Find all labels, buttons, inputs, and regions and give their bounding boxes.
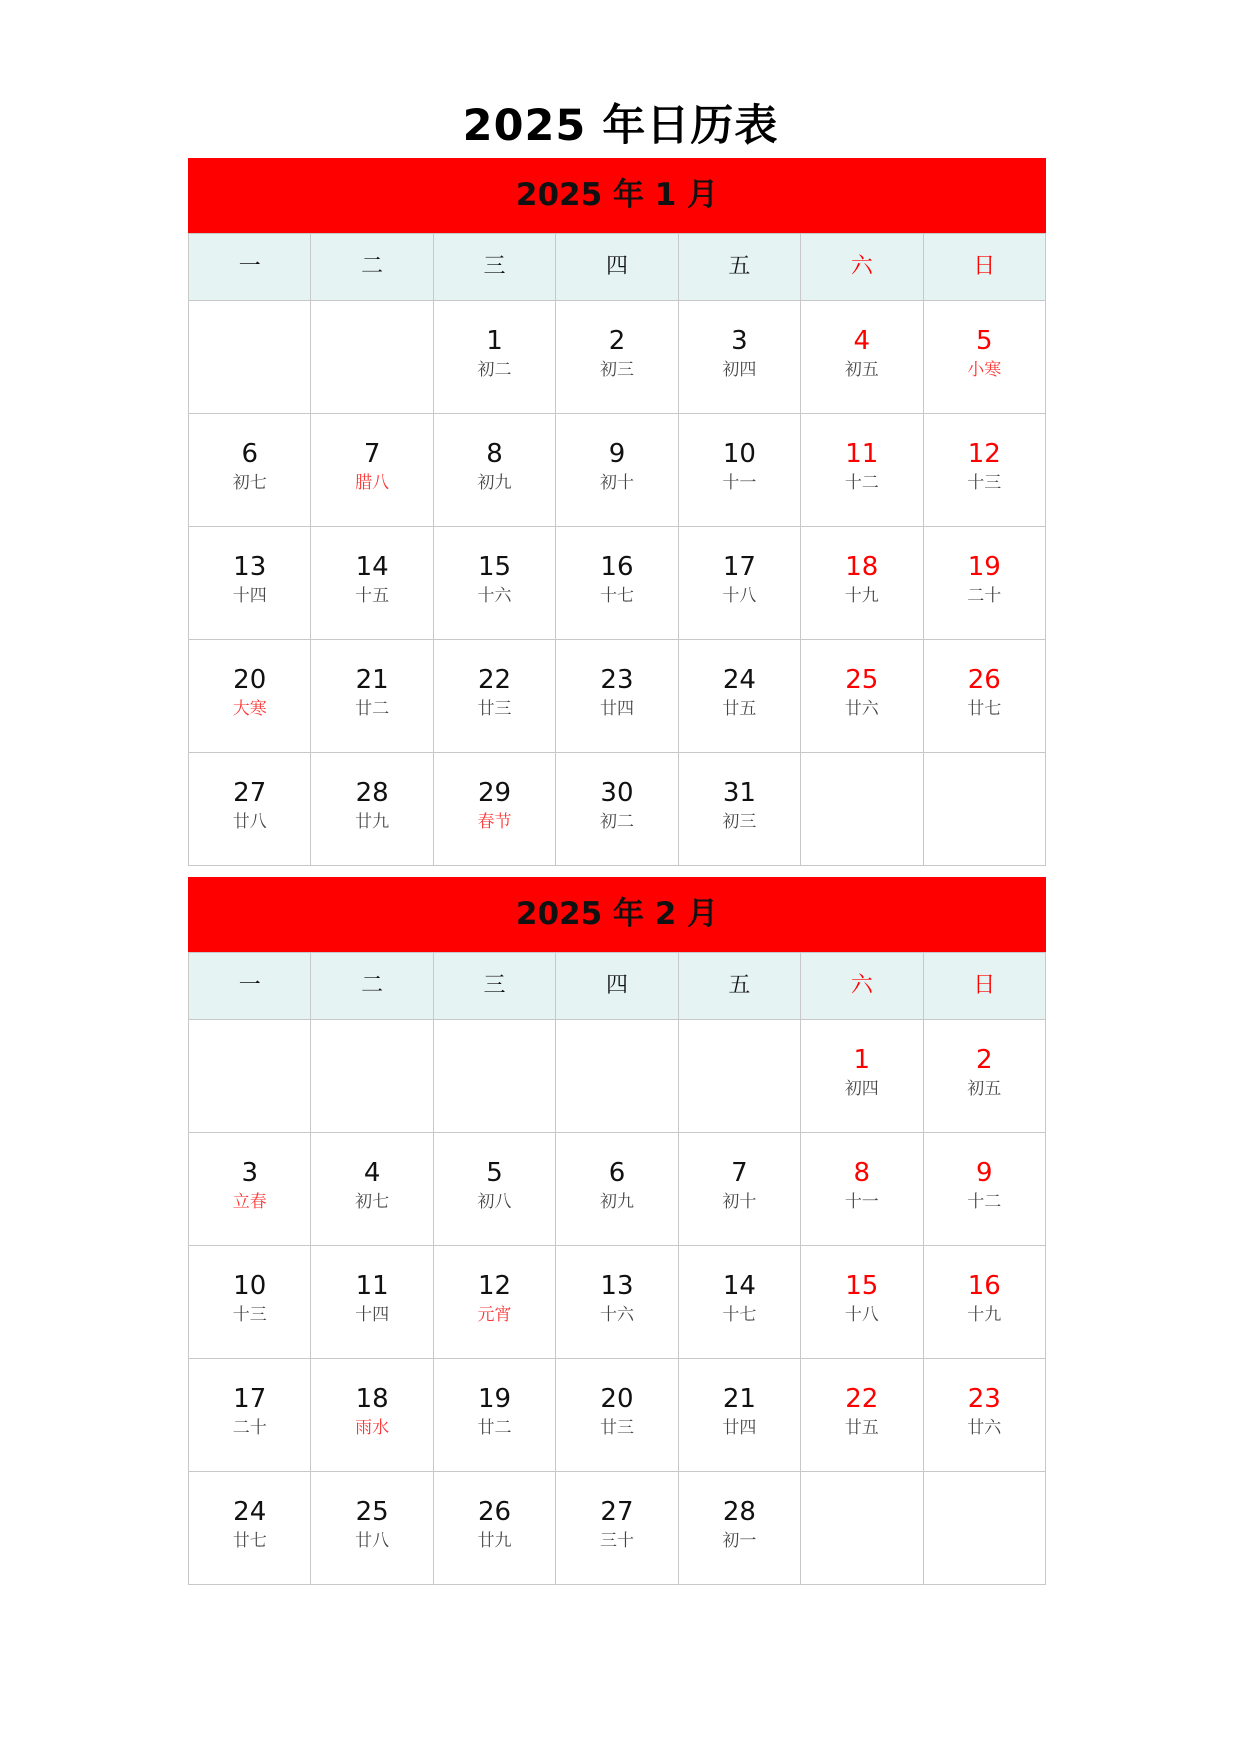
lunar-date: 廿三 xyxy=(599,1418,634,1438)
lunar-date: 廿七 xyxy=(967,699,1002,719)
lunar-date: 三十 xyxy=(599,1531,634,1551)
day-cell xyxy=(556,1472,678,1585)
weeks-body xyxy=(189,301,1046,866)
lunar-date: 廿四 xyxy=(722,1418,757,1438)
day-number: 11 xyxy=(355,1271,389,1301)
day-number: 24 xyxy=(233,1497,267,1527)
day-cell xyxy=(678,1133,800,1246)
lunar-date: 十九 xyxy=(844,586,879,606)
day-number: 13 xyxy=(600,1271,634,1301)
weekday-header: 四 xyxy=(556,953,678,1020)
day-number: 21 xyxy=(722,1384,756,1414)
day-number: 21 xyxy=(355,665,389,695)
day-number: 27 xyxy=(600,1497,634,1527)
lunar-date: 十七 xyxy=(722,1305,757,1325)
day-cell xyxy=(433,301,555,414)
weekday-header: 四 xyxy=(556,234,678,301)
weekday-header: 五 xyxy=(678,234,800,301)
day-number: 16 xyxy=(967,1271,1001,1301)
day-number: 31 xyxy=(722,778,756,808)
lunar-date: 初三 xyxy=(599,360,634,380)
lunar-date: 初八 xyxy=(477,1192,512,1212)
calendar-grid xyxy=(188,233,1046,866)
day-cell xyxy=(801,527,923,640)
day-cell xyxy=(311,1359,433,1472)
day-cell xyxy=(556,753,678,866)
day-cell xyxy=(311,753,433,866)
lunar-date: 初九 xyxy=(477,473,512,493)
day-number: 22 xyxy=(845,1384,879,1414)
day-cell xyxy=(556,527,678,640)
month-calendar-january xyxy=(188,158,1046,866)
lunar-date: 十一 xyxy=(844,1192,879,1212)
empty-day-cell xyxy=(433,1020,555,1133)
day-cell xyxy=(311,1246,433,1359)
lunar-date: 十九 xyxy=(967,1305,1002,1325)
weekday-header: 日 xyxy=(923,234,1045,301)
lunar-date: 十二 xyxy=(967,1192,1002,1212)
day-number: 20 xyxy=(600,1384,634,1414)
lunar-date: 十三 xyxy=(967,473,1002,493)
day-cell xyxy=(801,1359,923,1472)
week-row xyxy=(189,1246,1046,1359)
day-cell xyxy=(433,414,555,527)
lunar-date: 廿五 xyxy=(722,699,757,719)
day-cell xyxy=(923,527,1045,640)
day-cell xyxy=(923,1020,1045,1133)
lunar-date: 初四 xyxy=(844,1079,879,1099)
day-number: 23 xyxy=(600,665,634,695)
day-number: 8 xyxy=(486,439,503,469)
lunar-date: 小寒 xyxy=(967,360,1002,380)
day-number: 1 xyxy=(486,326,503,356)
day-cell xyxy=(556,301,678,414)
day-number: 17 xyxy=(233,1384,267,1414)
month-header: 2025 年 1 月 xyxy=(188,158,1046,233)
day-number: 27 xyxy=(233,778,267,808)
day-cell xyxy=(678,640,800,753)
lunar-date: 初一 xyxy=(722,1531,757,1551)
day-number: 29 xyxy=(478,778,512,808)
day-number: 9 xyxy=(975,1158,993,1188)
weekday-row xyxy=(189,234,1046,301)
lunar-date: 廿九 xyxy=(477,1531,512,1551)
lunar-date: 十八 xyxy=(844,1305,879,1325)
week-row xyxy=(189,1020,1046,1133)
day-cell xyxy=(556,1246,678,1359)
day-cell xyxy=(433,640,555,753)
lunar-date: 廿五 xyxy=(844,1418,879,1438)
day-cell xyxy=(801,1020,923,1133)
day-cell xyxy=(801,1246,923,1359)
day-number: 25 xyxy=(355,1497,389,1527)
day-number: 15 xyxy=(478,552,512,582)
day-number: 28 xyxy=(722,1497,756,1527)
day-number: 23 xyxy=(967,1384,1001,1414)
day-cell xyxy=(311,1133,433,1246)
day-number: 28 xyxy=(355,778,389,808)
day-cell xyxy=(189,1472,311,1585)
day-cell xyxy=(189,753,311,866)
day-number: 12 xyxy=(967,439,1001,469)
lunar-date: 初十 xyxy=(599,473,634,493)
day-number: 10 xyxy=(722,439,756,469)
weekday-header: 一 xyxy=(189,234,311,301)
day-number: 30 xyxy=(600,778,634,808)
lunar-date: 十六 xyxy=(477,586,512,606)
weekday-header: 六 xyxy=(801,953,923,1020)
day-cell xyxy=(433,1359,555,1472)
day-number: 22 xyxy=(478,665,512,695)
lunar-date: 初二 xyxy=(477,360,512,380)
day-cell xyxy=(923,640,1045,753)
day-number: 9 xyxy=(608,439,626,469)
day-number: 14 xyxy=(355,552,389,582)
day-cell xyxy=(801,301,923,414)
week-row xyxy=(189,1359,1046,1472)
lunar-date: 初十 xyxy=(722,1192,757,1212)
weeks-body xyxy=(189,1020,1046,1585)
lunar-date: 十七 xyxy=(599,586,634,606)
month-calendar-february xyxy=(188,877,1046,1585)
lunar-date: 初五 xyxy=(844,360,879,380)
day-cell xyxy=(678,753,800,866)
lunar-date: 初七 xyxy=(232,473,267,493)
day-cell xyxy=(556,640,678,753)
weekday-header: 二 xyxy=(311,234,433,301)
lunar-date: 廿二 xyxy=(477,1418,512,1438)
lunar-date: 廿二 xyxy=(355,699,390,719)
day-number: 2 xyxy=(608,326,626,356)
lunar-date: 廿七 xyxy=(232,1531,267,1551)
lunar-date: 初七 xyxy=(355,1192,390,1212)
lunar-date: 元宵 xyxy=(477,1305,512,1325)
day-number: 7 xyxy=(731,1158,748,1188)
week-row xyxy=(189,527,1046,640)
day-number: 18 xyxy=(355,1384,389,1414)
day-number: 26 xyxy=(478,1497,512,1527)
day-number: 15 xyxy=(845,1271,879,1301)
day-cell xyxy=(678,1246,800,1359)
lunar-date: 十一 xyxy=(722,473,757,493)
day-cell xyxy=(556,1359,678,1472)
day-cell xyxy=(189,640,311,753)
day-number: 14 xyxy=(722,1271,756,1301)
day-cell xyxy=(433,1133,555,1246)
empty-day-cell xyxy=(189,1020,311,1133)
day-cell xyxy=(801,1133,923,1246)
empty-day-cell xyxy=(556,1020,678,1133)
week-row xyxy=(189,301,1046,414)
day-number: 12 xyxy=(478,1271,512,1301)
lunar-date: 廿九 xyxy=(355,812,390,832)
lunar-date: 大寒 xyxy=(232,699,267,719)
day-number: 19 xyxy=(967,552,1001,582)
day-cell xyxy=(678,1472,800,1585)
day-cell xyxy=(678,1359,800,1472)
day-number: 24 xyxy=(722,665,756,695)
day-cell xyxy=(311,1472,433,1585)
empty-day-cell xyxy=(189,301,311,414)
lunar-date: 十四 xyxy=(355,1305,390,1325)
day-number: 8 xyxy=(853,1158,871,1188)
day-number: 5 xyxy=(975,326,993,356)
day-cell xyxy=(311,527,433,640)
day-cell xyxy=(678,527,800,640)
lunar-date: 初二 xyxy=(599,812,634,832)
empty-day-cell xyxy=(678,1020,800,1133)
lunar-date: 十五 xyxy=(355,586,390,606)
lunar-date: 廿八 xyxy=(232,812,267,832)
day-number: 20 xyxy=(233,665,267,695)
lunar-date: 廿六 xyxy=(844,699,879,719)
week-row xyxy=(189,1472,1046,1585)
day-number: 19 xyxy=(478,1384,512,1414)
empty-day-cell xyxy=(801,1472,923,1585)
lunar-date: 廿八 xyxy=(355,1531,390,1551)
day-number: 4 xyxy=(363,1158,381,1188)
day-number: 13 xyxy=(233,552,267,582)
lunar-date: 廿六 xyxy=(967,1418,1002,1438)
day-number: 2 xyxy=(975,1045,993,1075)
day-cell xyxy=(678,414,800,527)
day-number: 26 xyxy=(967,665,1001,695)
empty-day-cell xyxy=(311,301,433,414)
weekday-header: 二 xyxy=(311,953,433,1020)
lunar-date: 二十 xyxy=(232,1418,267,1438)
day-cell xyxy=(801,640,923,753)
day-number: 1 xyxy=(853,1045,871,1075)
day-cell xyxy=(556,414,678,527)
lunar-date: 雨水 xyxy=(355,1418,390,1438)
lunar-date: 二十 xyxy=(967,586,1002,606)
page-title: 2025 年日历表 xyxy=(462,101,779,151)
empty-day-cell xyxy=(311,1020,433,1133)
day-cell xyxy=(189,1133,311,1246)
day-cell xyxy=(923,414,1045,527)
day-number: 6 xyxy=(241,439,258,469)
empty-day-cell xyxy=(923,1472,1045,1585)
lunar-date: 初九 xyxy=(599,1192,634,1212)
lunar-date: 初五 xyxy=(967,1079,1002,1099)
day-number: 3 xyxy=(241,1158,258,1188)
day-number: 17 xyxy=(722,552,756,582)
lunar-date: 春节 xyxy=(477,812,512,832)
day-number: 25 xyxy=(845,665,879,695)
day-cell xyxy=(801,414,923,527)
weekday-header: 一 xyxy=(189,953,311,1020)
day-cell xyxy=(923,1133,1045,1246)
day-cell xyxy=(189,414,311,527)
month-header: 2025 年 2 月 xyxy=(188,877,1046,952)
day-cell xyxy=(433,1472,555,1585)
lunar-date: 十四 xyxy=(232,586,267,606)
day-cell xyxy=(433,753,555,866)
day-number: 18 xyxy=(845,552,879,582)
lunar-date: 廿三 xyxy=(477,699,512,719)
weekday-header: 五 xyxy=(678,953,800,1020)
day-number: 16 xyxy=(600,552,634,582)
day-number: 7 xyxy=(363,439,381,469)
calendar-grid xyxy=(188,952,1046,1585)
lunar-date: 廿四 xyxy=(599,699,634,719)
day-cell xyxy=(923,301,1045,414)
day-cell xyxy=(189,527,311,640)
weekday-row xyxy=(189,953,1046,1020)
empty-day-cell xyxy=(923,753,1045,866)
lunar-date: 初四 xyxy=(722,360,757,380)
day-number: 11 xyxy=(845,439,879,469)
day-cell xyxy=(189,1359,311,1472)
empty-day-cell xyxy=(801,753,923,866)
day-number: 3 xyxy=(731,326,748,356)
day-cell xyxy=(311,640,433,753)
day-cell xyxy=(678,301,800,414)
week-row xyxy=(189,414,1046,527)
lunar-date: 初三 xyxy=(722,812,757,832)
lunar-date: 十三 xyxy=(232,1305,267,1325)
lunar-date: 立春 xyxy=(232,1192,267,1212)
day-cell xyxy=(923,1359,1045,1472)
day-number: 10 xyxy=(233,1271,267,1301)
day-cell xyxy=(556,1133,678,1246)
day-cell xyxy=(433,527,555,640)
weekday-header: 三 xyxy=(433,953,555,1020)
day-cell xyxy=(189,1246,311,1359)
day-number: 5 xyxy=(486,1158,503,1188)
day-cell xyxy=(311,414,433,527)
day-number: 4 xyxy=(853,326,871,356)
weekday-header: 六 xyxy=(801,234,923,301)
week-row xyxy=(189,753,1046,866)
weekday-header: 日 xyxy=(923,953,1045,1020)
lunar-date: 十八 xyxy=(722,586,757,606)
lunar-date: 十二 xyxy=(844,473,879,493)
week-row xyxy=(189,1133,1046,1246)
day-cell xyxy=(433,1246,555,1359)
week-row xyxy=(189,640,1046,753)
lunar-date: 腊八 xyxy=(355,473,390,493)
day-number: 6 xyxy=(608,1158,626,1188)
lunar-date: 十六 xyxy=(599,1305,634,1325)
day-cell xyxy=(923,1246,1045,1359)
weekday-header: 三 xyxy=(433,234,555,301)
